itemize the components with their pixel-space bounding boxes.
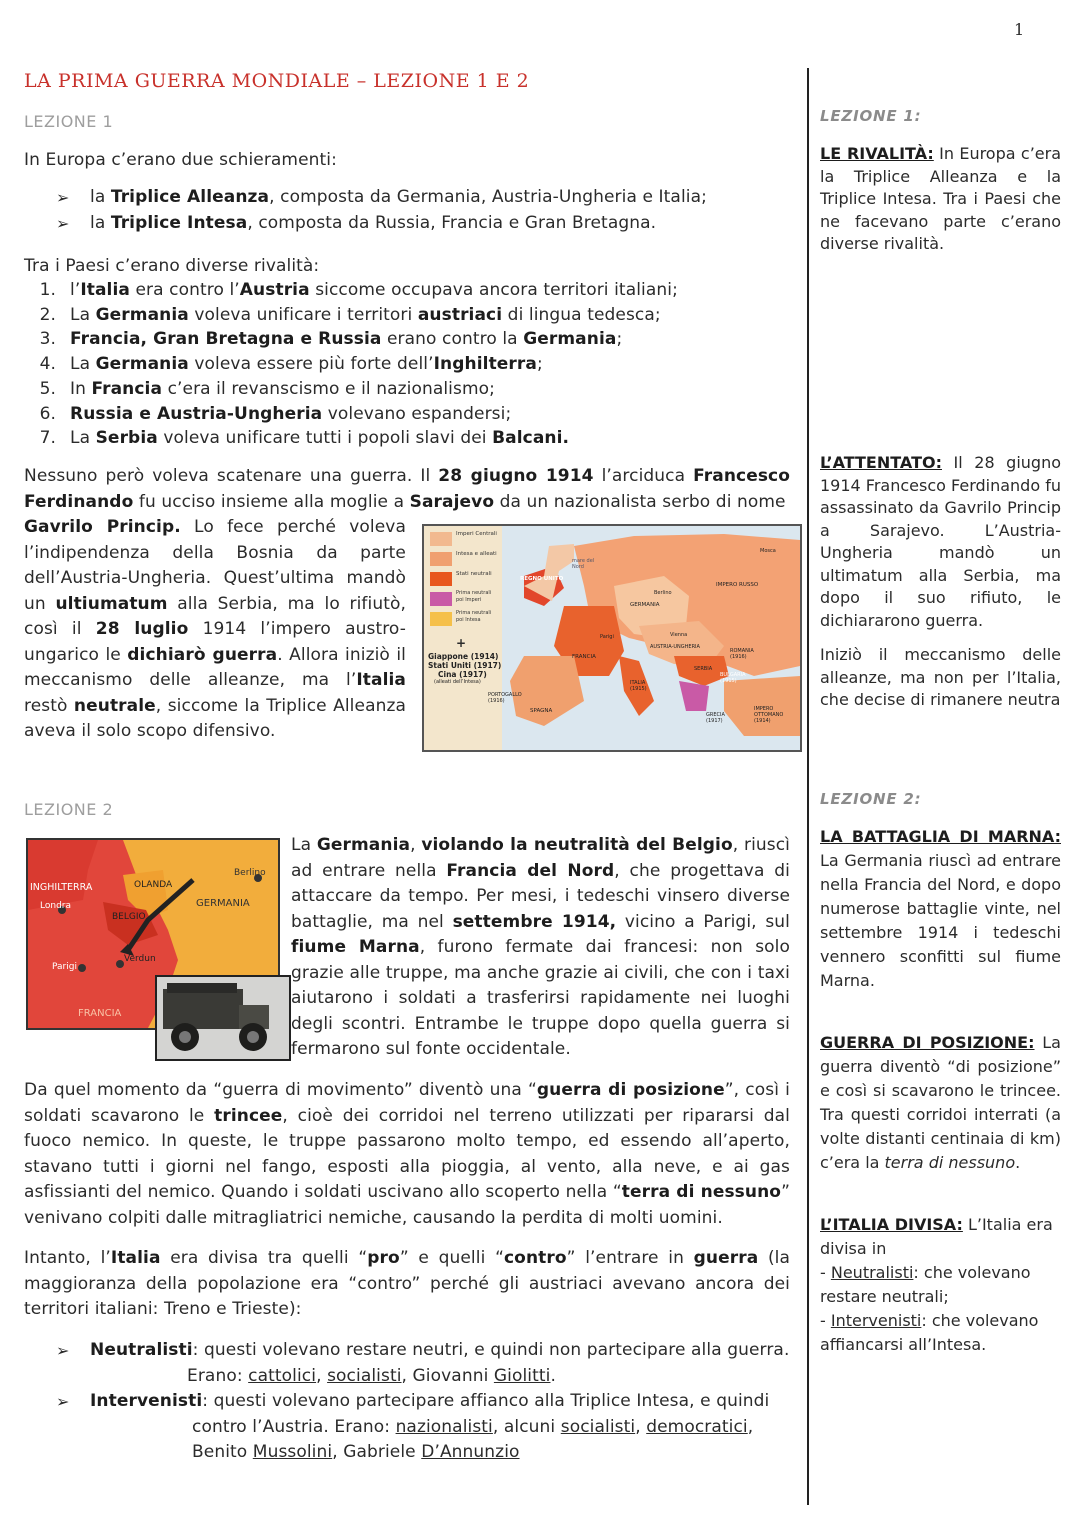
list-item: 5. In Francia c’era il revanscismo e il nazionalismo; xyxy=(22,377,792,402)
item-number: 4. xyxy=(39,354,56,375)
map-label: GERMANIA xyxy=(196,898,250,909)
map-legend-usa: Stati Uniti (1917) xyxy=(428,661,502,670)
lesson1-heading: LEZIONE 1 xyxy=(24,112,114,131)
taxi-photo xyxy=(155,975,291,1061)
map-label: BULGARIA (1915) xyxy=(720,672,746,684)
map-legend-5: Prima neutrali poi Intesa xyxy=(456,610,492,623)
page-number: 1 xyxy=(1014,20,1025,39)
list-item: 6. Russia e Austria-Ungheria volevano espandersi; xyxy=(22,402,792,427)
map-legend-3: Stati neutrali xyxy=(456,571,492,577)
map-label: ROMANIA (1916) xyxy=(730,648,754,660)
map-label: Berlino xyxy=(654,590,672,596)
sidebar-lesson2-heading: LEZIONE 2: xyxy=(820,790,922,808)
item-number: 5. xyxy=(39,378,56,399)
map-label: GERMANIA xyxy=(630,602,660,608)
italy-divided-paragraph: Intanto, l’Italia era divisa tra quelli “pro” e quelli “contro” l’entrare in guerra (la maggioranza della popolazione era “contro” perché gli austriaci avevano ancora dei territori italiani: Treno e Trieste): xyxy=(24,1248,791,1319)
list-item: 3. Francia, Gran Bretagna e Russia erano contro la Germania; xyxy=(22,327,792,352)
map-label: mare del Nord xyxy=(572,558,595,570)
sidebar-posizione: GUERRA DI POSIZIONE: La guerra diventò “di posizione” e così si scavarono le trincee. Tra questi corridoi interrati (a volte distanti centinaia di km) c’era la terra di nessuno. xyxy=(820,1033,1061,1172)
map-legend-2: Intesa e alleati xyxy=(456,551,497,557)
factions-list xyxy=(56,1338,796,1466)
item-text: , composta da Germania, Austria-Ungheria e Italia; xyxy=(269,187,707,207)
page-title: LA PRIMA GUERRA MONDIALE – LEZIONE 1 E 2 xyxy=(24,70,530,92)
item-text: la xyxy=(90,212,111,233)
map-label: Parigi xyxy=(600,634,614,640)
rivalries-list xyxy=(22,278,792,451)
list-item: 1. l’Italia era contro l’Austria siccome occupava ancora territori italiani; xyxy=(22,278,792,303)
map-label: FRANCIA xyxy=(78,1008,122,1019)
map-label: Verdun xyxy=(124,954,156,964)
map-legend-plus: + xyxy=(456,636,467,650)
map-label: Vienna xyxy=(670,632,688,638)
sidebar-rivalita: LE RIVALITÀ: In Europa c’era la Triplice Alleanza e la Triplice Intesa. Tra i Paesi che ne facevano parte c’erano diverse rivalità. xyxy=(820,144,1061,253)
item-bold: Triplice Alleanza xyxy=(110,187,270,207)
map-label: PORTOGALLO (1916) xyxy=(488,692,522,704)
map-label: GRECIA (1917) xyxy=(706,712,725,724)
list-item xyxy=(56,185,796,211)
map-label: BELGIO xyxy=(112,912,146,922)
map-label: Londra xyxy=(40,901,71,911)
map-legend-4: Prima neutrali poi Imperi xyxy=(456,590,492,603)
map-label: IMPERO RUSSO xyxy=(716,582,759,588)
map-label: REGNO UNITO xyxy=(520,576,564,582)
map-label: Mosca xyxy=(760,548,776,554)
sidebar-marna: LA BATTAGLIA DI MARNA: La Germania riuscì ad entrare nella Francia del Nord, e dopo numerose battaglie vinte, nel settembre 1914 i tedeschi vennero sconfitti sul fiume Marna. xyxy=(820,827,1061,990)
sidebar-attentato: L’ATTENTATO: Il 28 giugno 1914 Francesco Ferdinando fu assassinato da Gavrilo Princip a Sarajevo. L’Austria-Ungheria mandò un ultimatum alla Serbia, ma dopo il suo rifiuto, le dichiararono guerra. xyxy=(820,453,1061,630)
list-item-neutralisti-members: Erano: cattolici, socialisti, Giovanni Giolitti. xyxy=(187,1365,557,1386)
item-text: , composta da Russia, Francia e Gran Bretagna. xyxy=(247,212,657,233)
sidebar-alleanze: Iniziò il meccanismo delle alleanze, ma non per l’Italia, che decise di rimanere neutra xyxy=(820,645,1061,709)
sarajevo-paragraph-rest: Gavrilo Princip. Lo fece perché voleva l’indipendenza della Bosnia da parte dell’Austria-Ungheria. Quest’ultima mandò un ultiumatum alla Serbia, ma lo rifiutò, così il 28 luglio 1914 l’impero austro-ungarico le dichiarò guerra. Allora iniziò il meccanismo delle alleanze, ma l’Italia restò neutrale, siccome la Triplice Alleanza aveva il solo scopo difensivo. xyxy=(24,517,406,741)
item-number: 3. xyxy=(39,329,56,350)
list-item: 4. La Germania voleva essere più forte dell’Inghilterra; xyxy=(22,352,792,377)
list-item-intervenisti-members: contro l’Austria. Erano: nazionalisti, alcuni socialisti, democratici, xyxy=(192,1416,754,1437)
map-legend-1: Imperi Centrali xyxy=(456,531,497,537)
arrow-bullet-icon: ➢ xyxy=(56,213,70,233)
arrow-bullet-icon: ➢ xyxy=(56,1392,70,1411)
map-legend-allies: (alleati dell’Intesa) xyxy=(434,679,481,685)
map-label: SERBIA xyxy=(694,666,713,672)
arrow-bullet-icon: ➢ xyxy=(56,1341,70,1360)
map-label: AUSTRIA-UNGHERIA xyxy=(650,644,700,650)
list-item xyxy=(56,211,796,237)
item-text: la xyxy=(90,187,111,207)
list-item-neutralisti: ➢ Neutralisti: questi volevano restare neutri, e quindi non partecipare alla guerra. xyxy=(56,1338,796,1364)
map-legend-japan: Giappone (1914) xyxy=(428,652,499,661)
rivalries-intro: Tra i Paesi c’erano diverse rivalità: xyxy=(24,256,320,276)
map-label: OLANDA xyxy=(134,880,173,890)
map-label: FRANCIA xyxy=(572,654,596,660)
map-label: INGHILTERRA xyxy=(30,882,93,893)
list-item: 7. La Serbia voleva unificare tutti i popoli slavi dei Balcani. xyxy=(22,426,792,451)
trenches-paragraph: Da quel momento da “guerra di movimento” diventò una “guerra di posizione”, così i soldati scavarono le trincee, cioè dei corridoi nel terreno utilizzati per ripararsi dal fuoco nemico. In queste, le truppe passarono molto tempo, ed essendo all’aperto, stavano tutti i giorni nel fango, esposti alla pioggia, al vento, alla neve, e ai gas asfissianti del nemico. Quando i soldati uscivano allo scoperto nella “terra di nessuno” venivano colpiti dalle mitragliatrici nemiche, causando la perdita di molti uomini. xyxy=(24,1080,790,1228)
europe-map-image xyxy=(422,524,802,752)
list-item: 2. La Germania voleva unificare i territori austriaci di lingua tedesca; xyxy=(22,303,792,328)
sidebar-lesson1-heading: LEZIONE 1: xyxy=(820,107,922,125)
list-item-intervenisti: ➢ Intervenisti: questi volevano partecipare affianco alla Triplice Intesa, e quindi xyxy=(56,1389,796,1415)
column-divider xyxy=(807,68,809,1505)
arrow-bullet-icon: ➢ xyxy=(56,188,70,207)
sidebar-italia-divisa: L’ITALIA DIVISA: L’Italia era divisa in - Neutralisti: che volevano restare neutrali; - Intervenisti: che volevano affiancarsi all’Intesa. xyxy=(820,1215,1053,1354)
item-number: 2. xyxy=(39,304,56,325)
lesson1-intro: In Europa c’erano due schieramenti: xyxy=(24,150,337,170)
sarajevo-paragraph-top: Nessuno però voleva scatenare una guerra. Il 28 giugno 1914 l’arciduca Francesco Ferdinando fu ucciso insieme alla moglie a Sarajevo da un nazionalista serbo di nome xyxy=(24,466,791,512)
item-number: 7. xyxy=(39,428,56,449)
lesson2-heading: LEZIONE 2 xyxy=(24,800,114,819)
alliances-list xyxy=(56,185,796,236)
map-label: Berlino xyxy=(234,868,266,878)
list-item-intervenisti-members-2: Benito Mussolini, Gabriele D’Annunzio xyxy=(192,1442,520,1462)
map-label: SPAGNA xyxy=(530,708,553,714)
map-label: IMPERO OTTOMANO (1914) xyxy=(754,706,784,724)
map-legend-china: Cina (1917) xyxy=(438,670,487,679)
item-number: 6. xyxy=(39,403,56,424)
marna-paragraph: La Germania, violando la neutralità del Belgio, riuscì ad entrare nella Francia del Nord, che progettava di attaccare da tempo. Per mesi, i tedeschi vinsero diverse battaglie, ma nel settembre 1914, vicino a Parigi, sul fiume Marna, furono fermate dai francesi: non solo grazie alle truppe, ma anche grazie ai civili, che con i taxi aiutarono i soldati a trasferirsi rapidamente nei luoghi degli scontri. Entrambe le truppe dopo quella guerra si fermarono sul fonte occidentale. xyxy=(291,835,790,1059)
item-number: 1. xyxy=(39,280,56,300)
item-bold: Triplice Intesa xyxy=(110,212,248,233)
map-label: ITALIA (1915) xyxy=(630,680,647,692)
map-label: Parigi xyxy=(52,962,77,972)
